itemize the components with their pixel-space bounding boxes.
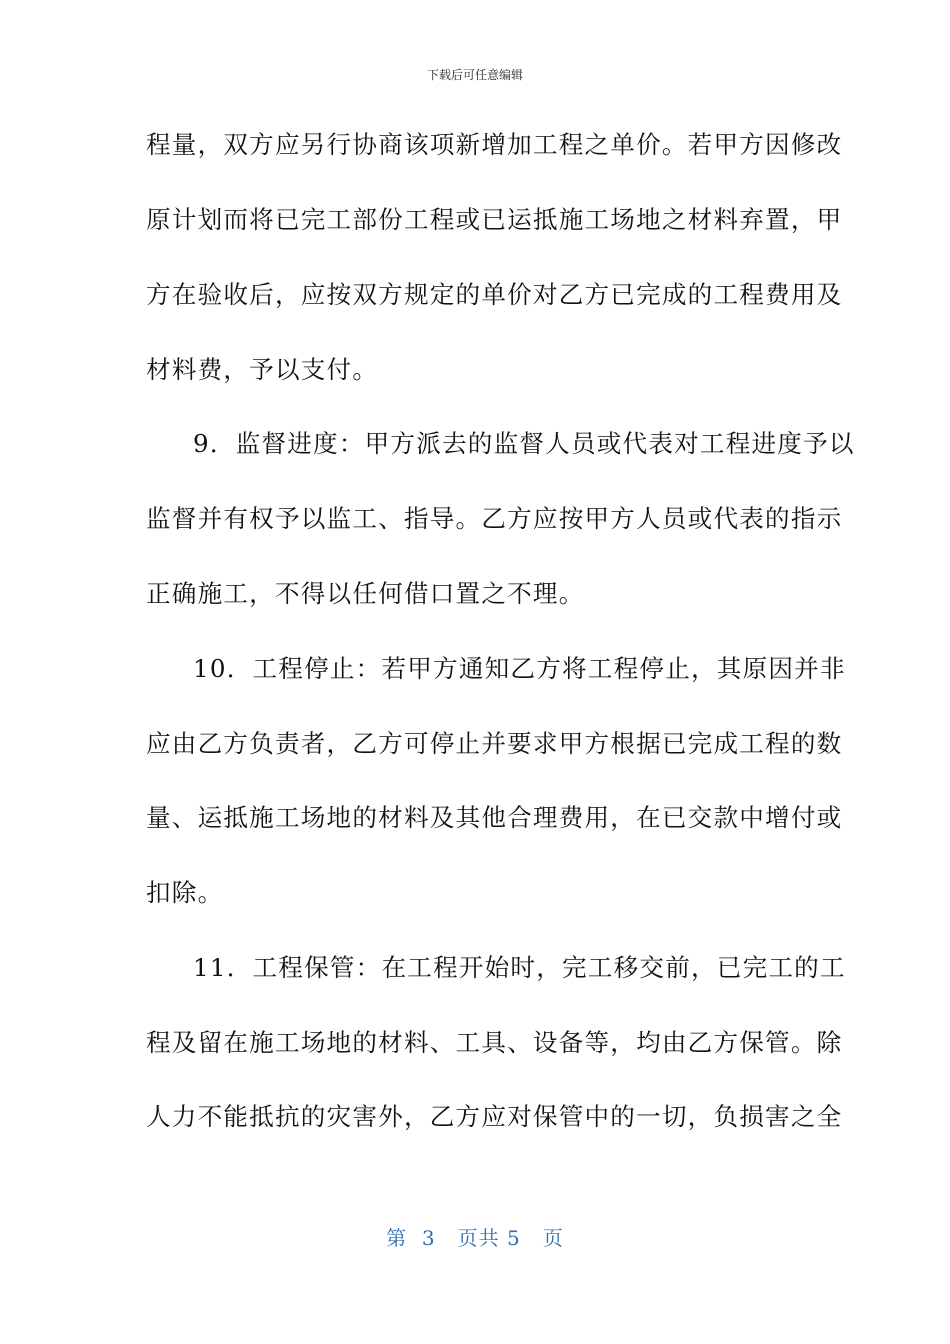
text-line: 程量，双方应另行协商该项新增加工程之单价。若甲方因修改 bbox=[146, 130, 843, 159]
page-number-footer: 第 3 页共 5 页 bbox=[386, 1226, 564, 1250]
paragraph-9-first-line: 9．监督进度：甲方派去的监督人员或代表对工程进度予以 bbox=[193, 429, 855, 458]
text-line: 扣除。 bbox=[146, 878, 224, 907]
text-line: 方在验收后，应按双方规定的单价对乙方已完成的工程费用及 bbox=[146, 280, 843, 309]
text-line: 监督并有权予以监工、指导。乙方应按甲方人员或代表的指示 bbox=[146, 504, 843, 533]
text-line: 应由乙方负责者，乙方可停止并要求甲方根据已完成工程的数 bbox=[146, 729, 843, 758]
text-line: 量、运抵施工场地的材料及其他合理费用，在已交款中增付或 bbox=[146, 803, 843, 832]
paragraph-10-first-line: 10．工程停止：若甲方通知乙方将工程停止，其原因并非 bbox=[193, 654, 846, 683]
paragraph-11-first-line: 11．工程保管：在工程开始时，完工移交前，已完工的工 bbox=[193, 953, 846, 982]
text-line: 材料费，予以支付。 bbox=[146, 355, 379, 384]
text-line: 程及留在施工场地的材料、工具、设备等，均由乙方保管。除 bbox=[146, 1028, 843, 1057]
text-line: 人力不能抵抗的灾害外，乙方应对保管中的一切，负损害之全 bbox=[146, 1102, 843, 1131]
page-header: 下载后可任意编辑 bbox=[426, 68, 523, 82]
text-line: 正确施工，不得以任何借口置之不理。 bbox=[146, 579, 585, 608]
text-line: 原计划而将已完工部份工程或已运抵施工场地之材料弃置，甲 bbox=[146, 205, 843, 234]
